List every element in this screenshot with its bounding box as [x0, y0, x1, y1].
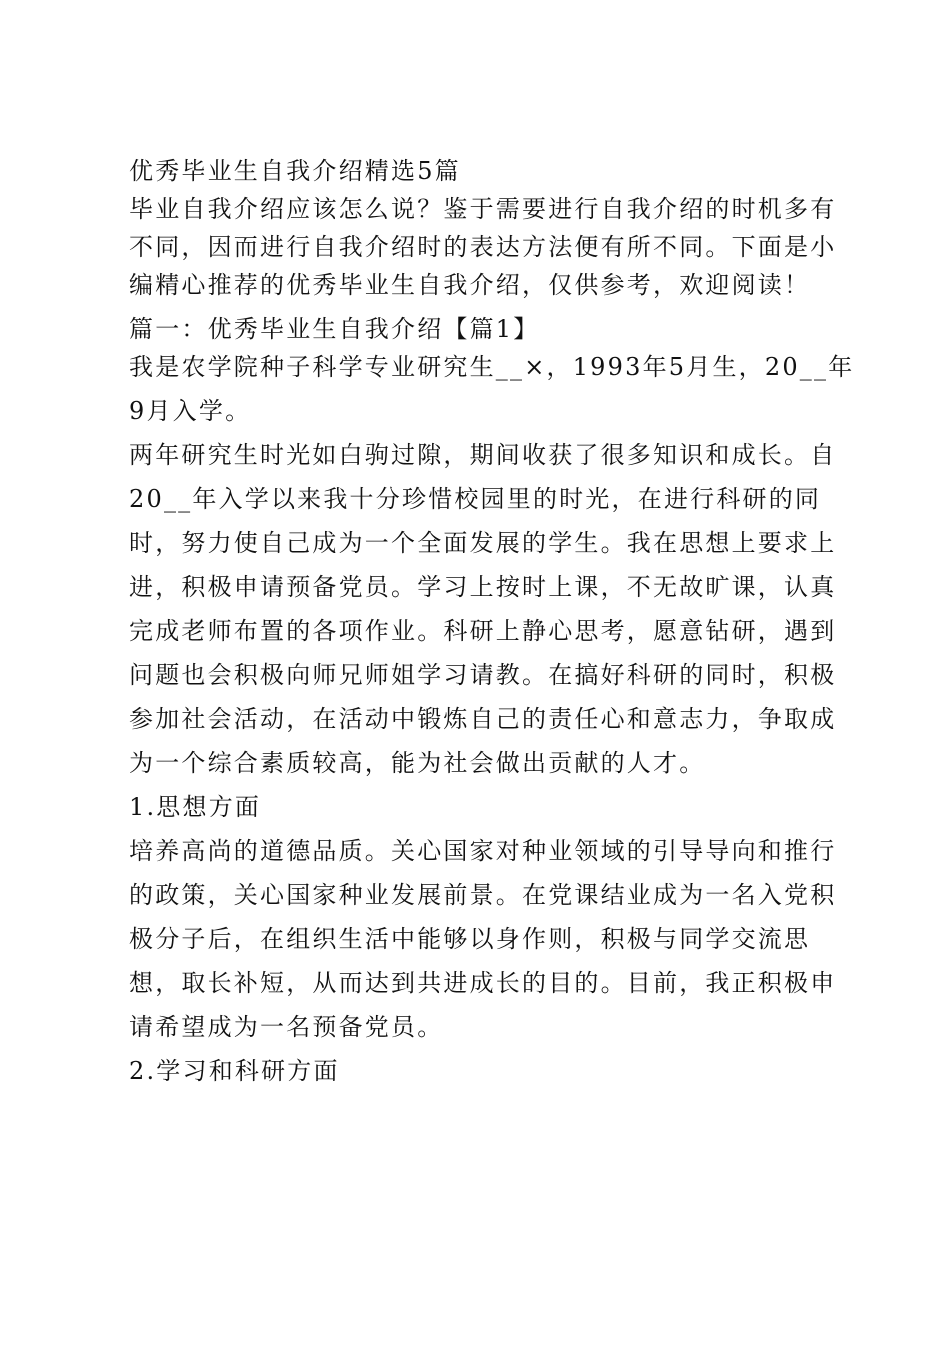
paragraph-line: 进，积极申请预备党员。学习上按时上课，不无故旷课，认真: [129, 573, 837, 601]
paragraph-line: 9月入学。: [129, 397, 252, 425]
subheading: 1.思想方面: [129, 793, 262, 821]
paragraph-line: 问题也会积极向师兄师姐学习请教。在搞好科研的同时，积极: [129, 661, 837, 689]
paragraph-line: 20__年入学以来我十分珍惜校园里的时光，在进行科研的同: [129, 485, 822, 513]
paragraph-line: 参加社会活动，在活动中锻炼自己的责任心和意志力，争取成: [129, 705, 837, 733]
intro-line: 不同，因而进行自我介绍时的表达方法便有所不同。下面是小: [129, 233, 837, 261]
intro-line: 编精心推荐的优秀毕业生自我介绍，仅供参考，欢迎阅读！: [129, 271, 811, 299]
paragraph-line: 时，努力使自己成为一个全面发展的学生。我在思想上要求上: [129, 529, 837, 557]
paragraph-line: 培养高尚的道德品质。关心国家对种业领域的引导导向和推行: [129, 837, 837, 865]
document-title: 优秀毕业生自我介绍精选5篇: [129, 157, 461, 185]
paragraph-line: 极分子后，在组织生活中能够以身作则，积极与同学交流思: [129, 925, 811, 953]
intro-line: 毕业自我介绍应该怎么说？鉴于需要进行自我介绍的时机多有: [129, 195, 837, 223]
paragraph-line: 为一个综合素质较高，能为社会做出贡献的人才。: [129, 749, 706, 777]
paragraph-line: 完成老师布置的各项作业。科研上静心思考，愿意钻研，遇到: [129, 617, 837, 645]
document-body: [129, 152, 855, 1090]
paragraph-line: 两年研究生时光如白驹过隙，期间收获了很多知识和成长。自: [129, 441, 837, 469]
paragraph-line: 的政策，关心国家种业发展前景。在党课结业成为一名入党积: [129, 881, 837, 909]
paragraph-line: 我是农学院种子科学专业研究生__×，1993年5月生，20__年: [129, 353, 855, 381]
subheading: 2.学习和科研方面: [129, 1057, 340, 1085]
section-heading: 篇一：优秀毕业生自我介绍【篇1】: [129, 315, 540, 343]
paragraph-line: 请希望成为一名预备党员。: [129, 1013, 444, 1041]
paragraph-line: 想，取长补短，从而达到共进成长的目的。目前，我正积极申: [129, 969, 837, 997]
